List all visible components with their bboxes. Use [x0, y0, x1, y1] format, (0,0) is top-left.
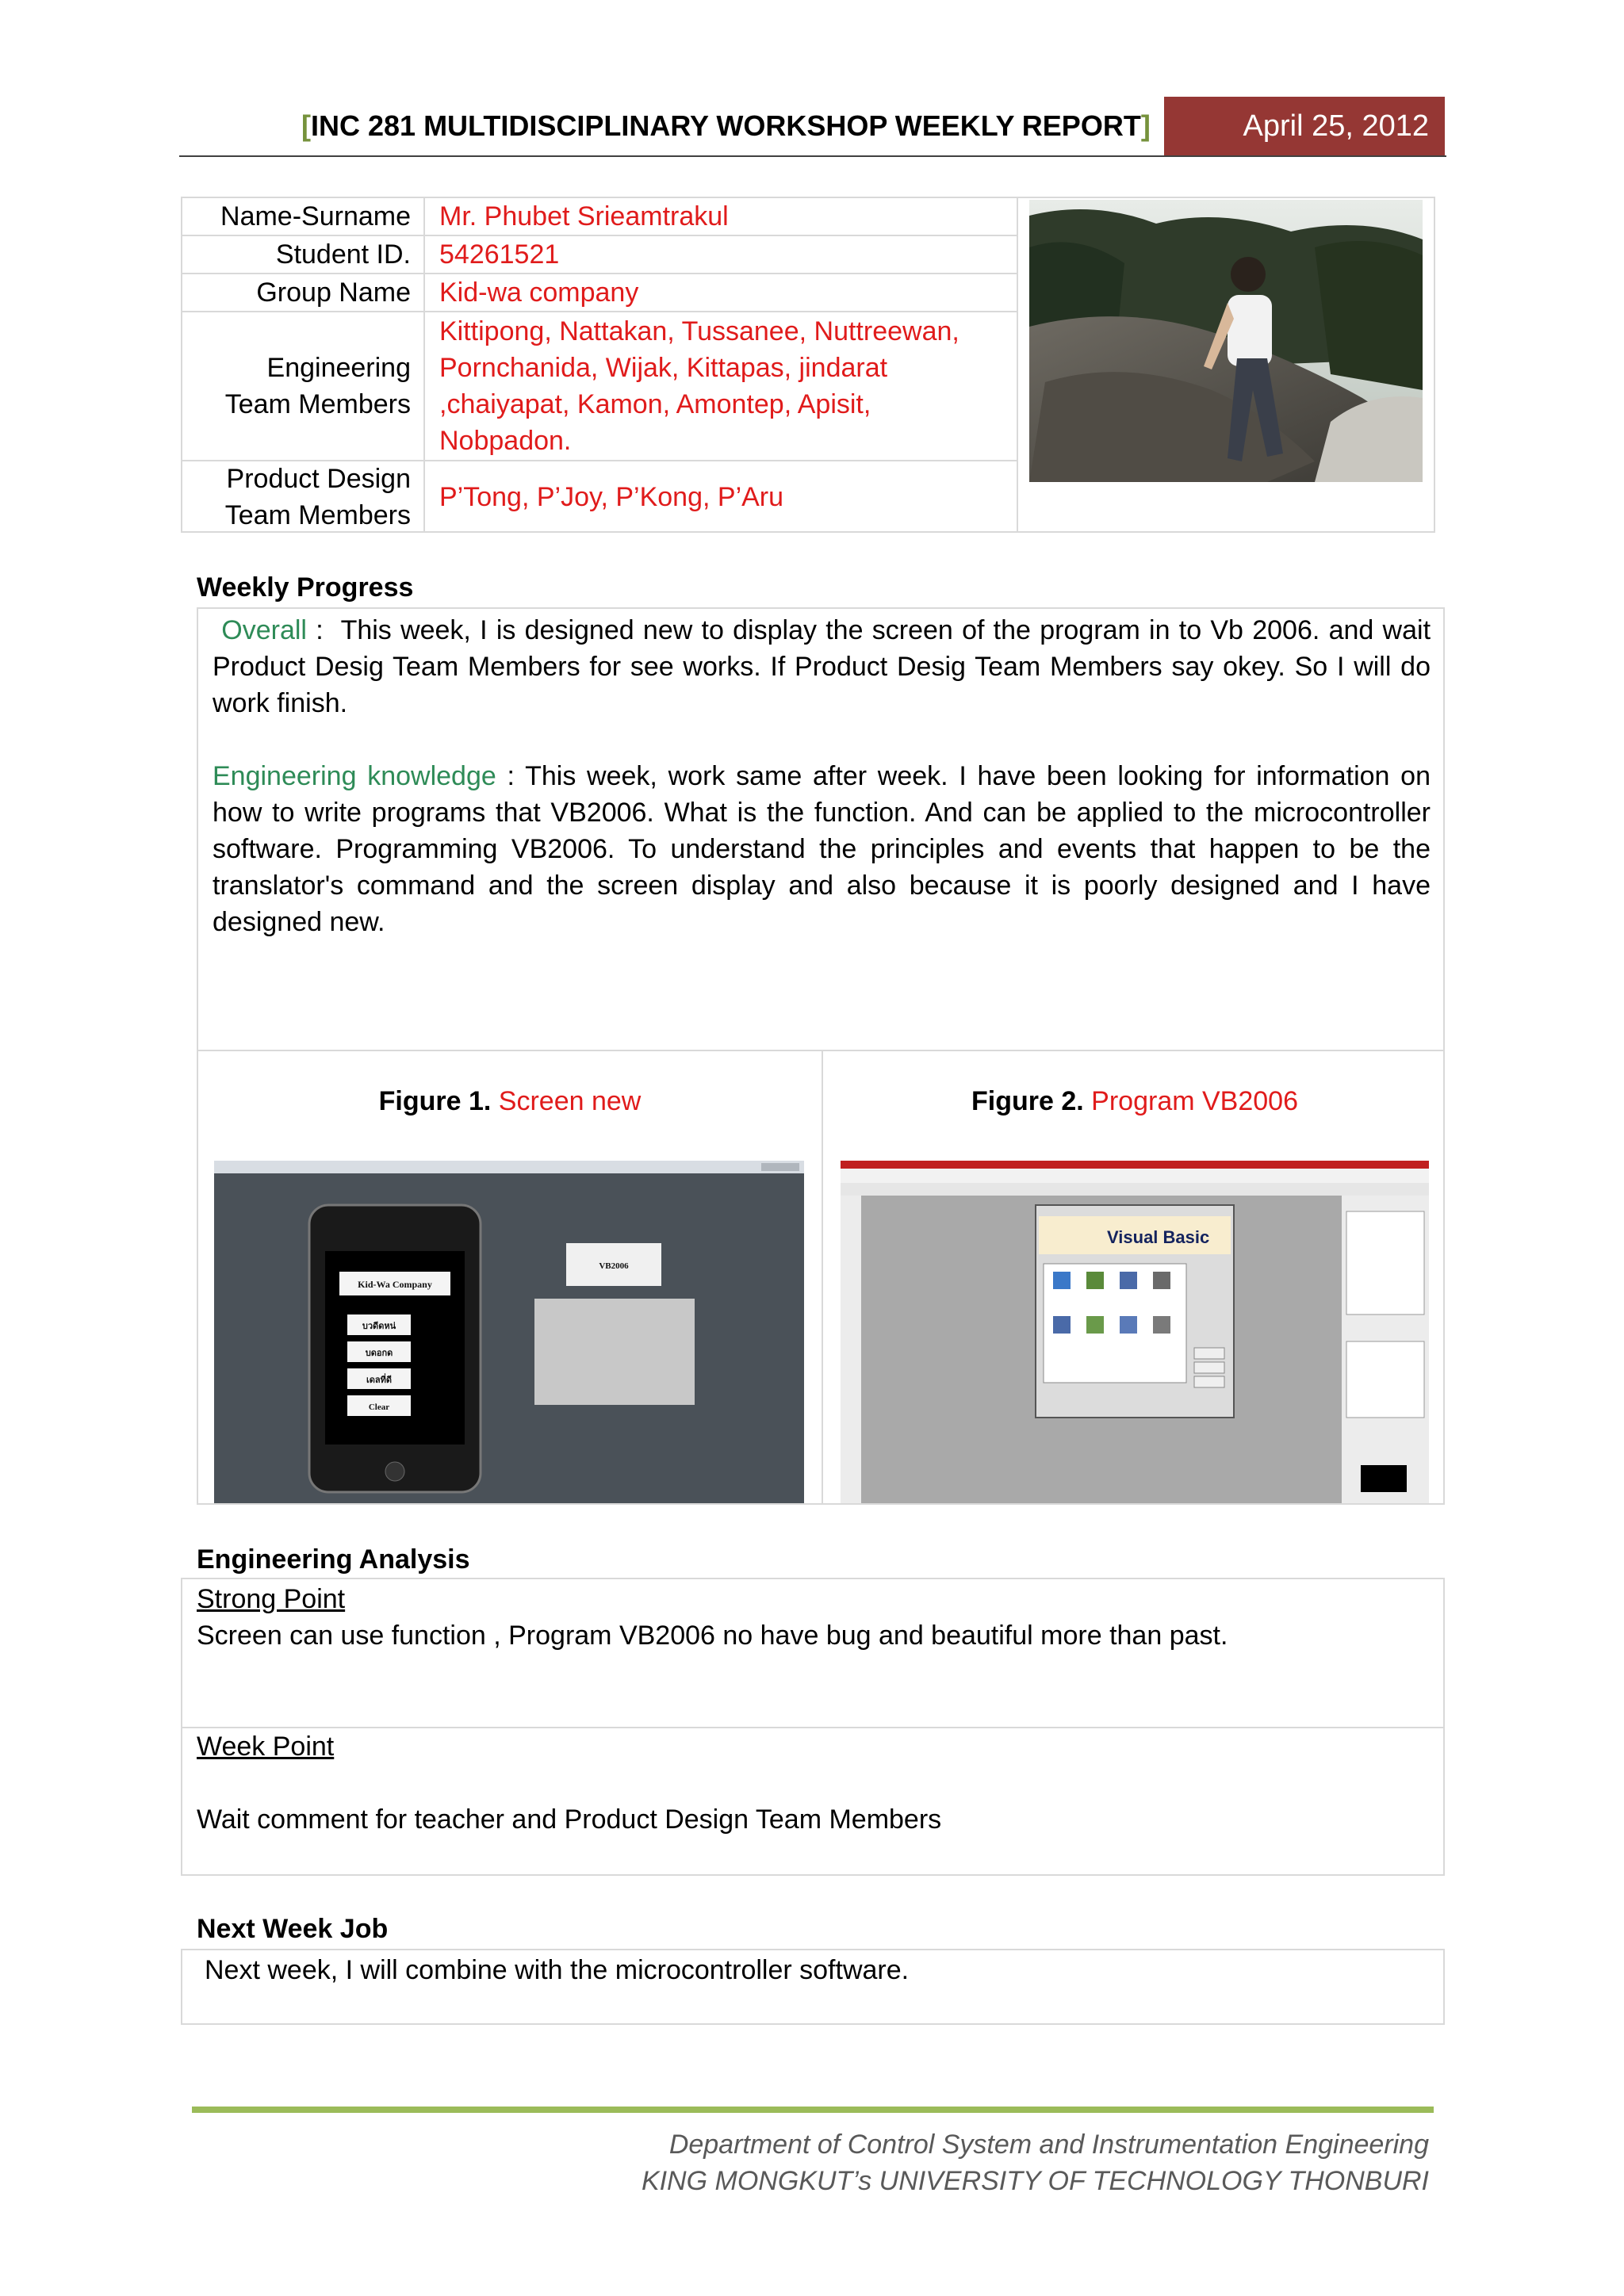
- figure-1-screenshot: [214, 1161, 804, 1503]
- figure-divider: [198, 1050, 1443, 1051]
- weak-point-title: Week Point: [197, 1732, 335, 1762]
- vb2006-image: [841, 1161, 1429, 1503]
- figure-1-title: Screen new: [498, 1086, 642, 1116]
- info-value: 54261521: [439, 239, 560, 270]
- strong-point-title: Strong Point: [197, 1584, 346, 1614]
- figure-2-title: Program VB2006: [1091, 1086, 1298, 1116]
- info-label-line: Product Design: [226, 464, 411, 494]
- info-row-student-id: [182, 236, 1017, 274]
- overall-paragraph: [213, 612, 1431, 721]
- knowledge-label: Engineering knowledge: [213, 761, 496, 791]
- knowledge-sep: :: [496, 761, 526, 791]
- figure-2-caption: [823, 1086, 1446, 1117]
- info-row-group: [182, 274, 1017, 312]
- info-value: P’Tong, P’Joy, P’Kong, P’Aru: [439, 482, 784, 512]
- weak-point-text: Wait comment for teacher and Product Design Team Members: [197, 1804, 942, 1835]
- overall-label: Overall: [221, 615, 307, 645]
- analysis-divider: [182, 1727, 1443, 1728]
- info-label: Name-Surname: [182, 198, 425, 235]
- student-info-table: [181, 197, 1435, 533]
- team-member-line: Nobpadon.: [439, 426, 572, 456]
- info-label-line: Team Members: [224, 389, 411, 419]
- footer-university: KING MONGKUT’s UNIVERSITY OF TECHNOLOGY THONBURI: [641, 2166, 1429, 2196]
- team-member-line: ,chaiyapat, Kamon, Amontep, Apisit,: [439, 389, 871, 419]
- phone-button-label: Clear: [368, 1402, 390, 1412]
- table-divider: [1017, 198, 1018, 531]
- engineering-analysis-title: Engineering Analysis: [197, 1544, 470, 1575]
- vb-box-label: VB2006: [599, 1261, 629, 1271]
- next-week-title: Next Week Job: [197, 1914, 389, 1944]
- team-member-line: Kittipong, Nattakan, Tussanee, Nuttreewan,: [439, 316, 959, 346]
- team-member-line: Pornchanida, Wijak, Kittapas, jindarat: [439, 353, 888, 383]
- bracket-open: [: [301, 109, 311, 142]
- info-row-engineering-team: [182, 312, 1017, 461]
- info-label: [182, 312, 425, 460]
- next-week-text: Next week, I will combine with the microcontroller software.: [205, 1955, 910, 1985]
- knowledge-paragraph: [213, 758, 1431, 940]
- info-label: Group Name: [182, 274, 425, 311]
- report-date: April 25, 2012: [1164, 97, 1445, 155]
- next-week-box: [181, 1949, 1445, 2025]
- student-photo: [1029, 200, 1423, 482]
- header-divider: [179, 155, 1446, 157]
- strong-point-text: Screen can use function , Program VB2006 no have bug and beautiful more than past.: [197, 1621, 1228, 1651]
- info-value: Kid-wa company: [439, 277, 639, 308]
- knowledge-text: This week, work same after week. I have been looking for information on how to write programs that VB2006. What is the function. And can be applied to the microcontroller software. Programming VB2006. To understand the principles and events that happen to be the translator's command and the screen display and also because it is poorly designed and I have designed new.: [213, 761, 1431, 937]
- figure-2-screenshot: [841, 1161, 1429, 1503]
- phone-app-title: Kid-Wa Company: [358, 1279, 432, 1290]
- info-value: [425, 312, 1017, 460]
- phone-button-label: บวดีดหน่: [362, 1322, 396, 1331]
- info-label-line: Engineering: [266, 353, 411, 383]
- vb-splash-title: Visual Basic: [1107, 1227, 1210, 1247]
- weekly-progress-title: Weekly Progress: [197, 572, 414, 603]
- weekly-progress-box: [197, 607, 1445, 1505]
- bracket-close: ]: [1140, 109, 1151, 142]
- photo-image: [1029, 200, 1423, 482]
- engineering-analysis-box: [181, 1578, 1445, 1876]
- figure-2-label: Figure 2.: [971, 1086, 1084, 1116]
- report-title: [301, 109, 1151, 143]
- figure-1-label: Figure 1.: [378, 1086, 492, 1116]
- screen-new-image: [214, 1161, 804, 1503]
- info-label: Student ID.: [182, 236, 425, 273]
- phone-button-label: เดลที่ดี: [366, 1376, 393, 1385]
- info-label-line: Team Members: [224, 500, 411, 530]
- footer-rule: [192, 2107, 1434, 2113]
- info-label: [182, 461, 425, 533]
- figure-1-caption: [198, 1086, 822, 1117]
- info-row-product-team: [182, 461, 1017, 533]
- figure-column-divider: [822, 1050, 823, 1505]
- report-title-text: INC 281 MULTIDISCIPLINARY WORKSHOP WEEKLY REPORT: [311, 109, 1141, 142]
- info-value: Mr. Phubet Srieamtrakul: [439, 201, 729, 232]
- info-row-name: [182, 198, 1017, 236]
- overall-text: This week, I is designed new to display the screen of the program in to Vb 2006. and wait Product Desig Team Members for see works. If Product Desig Team Members say okey. So I will do work finish.: [213, 615, 1431, 718]
- overall-sep: :: [306, 615, 341, 645]
- phone-button-label: บดอกด: [365, 1349, 393, 1358]
- footer-department: Department of Control System and Instrumentation Engineering: [668, 2130, 1429, 2160]
